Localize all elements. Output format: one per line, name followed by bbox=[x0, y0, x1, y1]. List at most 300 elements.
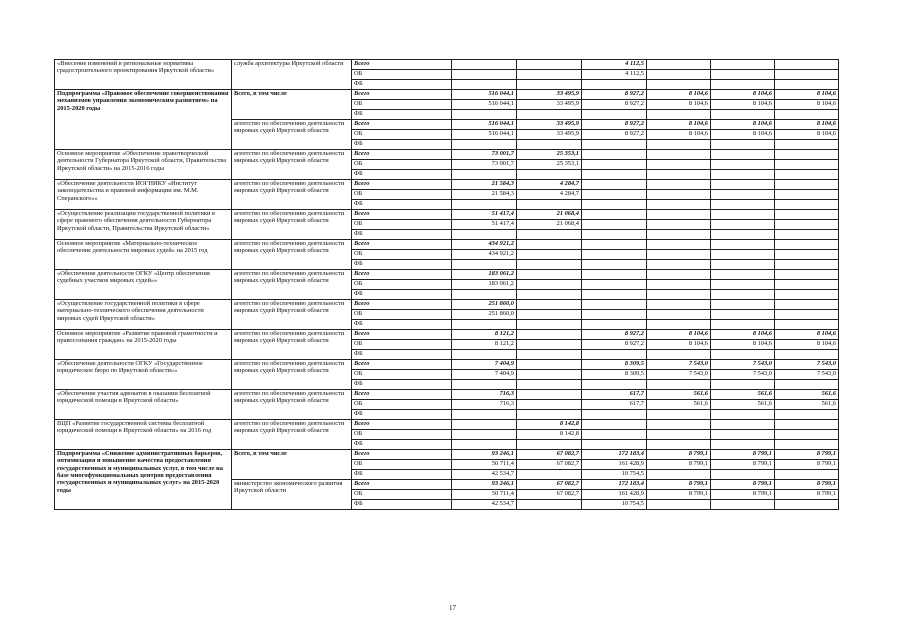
amount-cell bbox=[711, 430, 775, 440]
amount-cell bbox=[775, 380, 839, 390]
amount-cell bbox=[775, 300, 839, 310]
amount-cell bbox=[711, 380, 775, 390]
amount-cell: 8 104,6 bbox=[775, 130, 839, 140]
amount-cell: 51 417,4 bbox=[452, 220, 517, 230]
amount-cell: 7 404,9 bbox=[452, 360, 517, 370]
amount-cell bbox=[647, 70, 711, 80]
amount-cell bbox=[775, 240, 839, 250]
amount-cell: 8 142,8 bbox=[517, 430, 582, 440]
amount-cell bbox=[775, 80, 839, 90]
amount-cell: 25 353,1 bbox=[517, 150, 582, 160]
amount-cell bbox=[582, 110, 647, 120]
amount-cell: 183 061,2 bbox=[452, 280, 517, 290]
amount-cell bbox=[775, 60, 839, 70]
funding-source-cell: ОБ bbox=[352, 190, 452, 200]
amount-cell bbox=[517, 320, 582, 330]
amount-cell: 4 284,7 bbox=[517, 190, 582, 200]
amount-cell bbox=[517, 280, 582, 290]
amount-cell bbox=[647, 250, 711, 260]
funding-source-cell: Всего bbox=[352, 270, 452, 280]
amount-cell bbox=[517, 440, 582, 450]
funding-source-cell: Всего bbox=[352, 480, 452, 490]
amount-cell: 8 142,8 bbox=[517, 420, 582, 430]
amount-cell bbox=[775, 310, 839, 320]
table-row bbox=[55, 390, 839, 400]
amount-cell: 8 121,2 bbox=[452, 340, 517, 350]
amount-cell bbox=[711, 440, 775, 450]
amount-cell: 51 417,4 bbox=[452, 210, 517, 220]
amount-cell: 8 104,6 bbox=[711, 100, 775, 110]
funding-source-cell: ФБ bbox=[352, 470, 452, 480]
amount-cell bbox=[452, 230, 517, 240]
amount-cell: 561,6 bbox=[711, 400, 775, 410]
funding-source-cell: ОБ bbox=[352, 70, 452, 80]
amount-cell bbox=[582, 350, 647, 360]
table-row bbox=[55, 90, 839, 100]
amount-cell bbox=[711, 310, 775, 320]
funding-source-cell: ФБ bbox=[352, 200, 452, 210]
amount-cell: 7 404,9 bbox=[452, 370, 517, 380]
amount-cell bbox=[647, 150, 711, 160]
amount-cell: 8 927,2 bbox=[582, 340, 647, 350]
amount-cell bbox=[582, 290, 647, 300]
amount-cell bbox=[582, 190, 647, 200]
amount-cell bbox=[517, 470, 582, 480]
amount-cell bbox=[517, 380, 582, 390]
executor-cell: агентство по обеспечению деятельности мировых судей Иркутской области bbox=[232, 150, 352, 180]
amount-cell bbox=[775, 160, 839, 170]
amount-cell: 716,3 bbox=[452, 400, 517, 410]
table-row bbox=[55, 330, 839, 340]
budget-table bbox=[54, 59, 839, 510]
amount-cell bbox=[711, 420, 775, 430]
amount-cell: 561,6 bbox=[647, 390, 711, 400]
amount-cell bbox=[775, 280, 839, 290]
amount-cell bbox=[647, 290, 711, 300]
funding-source-cell: ФБ bbox=[352, 260, 452, 270]
amount-cell bbox=[517, 410, 582, 420]
amount-cell bbox=[711, 410, 775, 420]
amount-cell bbox=[517, 240, 582, 250]
amount-cell bbox=[647, 60, 711, 70]
amount-cell bbox=[452, 320, 517, 330]
executor-cell: агентство по обеспечению деятельности мировых судей Иркутской области bbox=[232, 300, 352, 330]
amount-cell bbox=[582, 420, 647, 430]
amount-cell: 4 284,7 bbox=[517, 180, 582, 190]
amount-cell bbox=[711, 110, 775, 120]
amount-cell bbox=[647, 140, 711, 150]
amount-cell: 8 799,1 bbox=[711, 490, 775, 500]
amount-cell: 617,7 bbox=[582, 400, 647, 410]
amount-cell: 8 104,6 bbox=[647, 340, 711, 350]
amount-cell bbox=[582, 160, 647, 170]
amount-cell bbox=[582, 260, 647, 270]
amount-cell bbox=[452, 440, 517, 450]
funding-source-cell: ФБ bbox=[352, 140, 452, 150]
amount-cell bbox=[775, 290, 839, 300]
amount-cell bbox=[711, 320, 775, 330]
amount-cell bbox=[517, 200, 582, 210]
executor-cell: агентство по обеспечению деятельности мировых судей Иркутской области bbox=[232, 330, 352, 360]
amount-cell bbox=[517, 300, 582, 310]
amount-cell: 33 495,9 bbox=[517, 100, 582, 110]
funding-source-cell: ОБ bbox=[352, 490, 452, 500]
amount-cell bbox=[775, 430, 839, 440]
amount-cell: 7 543,0 bbox=[775, 370, 839, 380]
amount-cell bbox=[647, 270, 711, 280]
amount-cell bbox=[452, 410, 517, 420]
amount-cell bbox=[517, 230, 582, 240]
amount-cell: 25 353,1 bbox=[517, 160, 582, 170]
table-row bbox=[55, 270, 839, 280]
table-row bbox=[55, 300, 839, 310]
funding-source-cell: ОБ bbox=[352, 160, 452, 170]
amount-cell bbox=[711, 280, 775, 290]
amount-cell bbox=[647, 350, 711, 360]
amount-cell: 516 044,1 bbox=[452, 130, 517, 140]
amount-cell bbox=[775, 260, 839, 270]
funding-source-cell: ФБ bbox=[352, 170, 452, 180]
amount-cell bbox=[647, 230, 711, 240]
amount-cell: 8 799,1 bbox=[647, 490, 711, 500]
amount-cell bbox=[647, 180, 711, 190]
amount-cell bbox=[647, 200, 711, 210]
amount-cell: 8 104,6 bbox=[775, 120, 839, 130]
amount-cell bbox=[452, 380, 517, 390]
amount-cell bbox=[775, 70, 839, 80]
amount-cell bbox=[517, 140, 582, 150]
funding-source-cell: ФБ bbox=[352, 80, 452, 90]
measure-name-cell: Основное мероприятие «Материально-техническое обеспечение деятельности мировых судей» на 2015 год bbox=[55, 240, 232, 270]
table-row bbox=[55, 450, 839, 460]
amount-cell bbox=[517, 340, 582, 350]
table-body bbox=[55, 60, 839, 510]
funding-source-cell: ОБ bbox=[352, 280, 452, 290]
amount-cell bbox=[775, 200, 839, 210]
funding-source-cell: Всего bbox=[352, 150, 452, 160]
amount-cell: 8 104,6 bbox=[711, 90, 775, 100]
amount-cell bbox=[711, 180, 775, 190]
measure-name-cell: Основное мероприятие «Развитие правовой грамотности и правосознания граждан» на 2015-2020 годы bbox=[55, 330, 232, 360]
amount-cell bbox=[647, 220, 711, 230]
table-row bbox=[55, 360, 839, 370]
amount-cell bbox=[452, 60, 517, 70]
measure-name-cell: Основное мероприятие «Обеспечение правотворческой деятельности Губернатора Иркутской области, Правительства Иркутской области» на 2015-2016 годы bbox=[55, 150, 232, 180]
amount-cell: 33 495,9 bbox=[517, 130, 582, 140]
amount-cell bbox=[582, 270, 647, 280]
amount-cell bbox=[775, 500, 839, 510]
funding-source-cell: ОБ bbox=[352, 130, 452, 140]
table-row bbox=[55, 150, 839, 160]
table-row bbox=[55, 420, 839, 430]
amount-cell: 67 082,7 bbox=[517, 450, 582, 460]
amount-cell bbox=[517, 110, 582, 120]
amount-cell: 50 711,4 bbox=[452, 460, 517, 470]
amount-cell: 10 754,5 bbox=[582, 470, 647, 480]
funding-source-cell: Всего bbox=[352, 180, 452, 190]
amount-cell: 42 534,7 bbox=[452, 470, 517, 480]
amount-cell: 251 860,0 bbox=[452, 300, 517, 310]
amount-cell bbox=[775, 440, 839, 450]
amount-cell: 73 001,7 bbox=[452, 150, 517, 160]
amount-cell: 8 309,5 bbox=[582, 360, 647, 370]
amount-cell: 8 799,1 bbox=[775, 480, 839, 490]
amount-cell bbox=[647, 310, 711, 320]
amount-cell: 172 183,4 bbox=[582, 450, 647, 460]
funding-source-cell: Всего bbox=[352, 120, 452, 130]
amount-cell bbox=[711, 240, 775, 250]
amount-cell bbox=[517, 270, 582, 280]
amount-cell bbox=[647, 80, 711, 90]
amount-cell: 93 246,1 bbox=[452, 480, 517, 490]
amount-cell bbox=[452, 110, 517, 120]
amount-cell bbox=[647, 190, 711, 200]
amount-cell bbox=[582, 410, 647, 420]
amount-cell bbox=[711, 140, 775, 150]
amount-cell bbox=[775, 170, 839, 180]
amount-cell: 8 104,6 bbox=[775, 330, 839, 340]
amount-cell bbox=[517, 70, 582, 80]
amount-cell: 8 309,5 bbox=[582, 370, 647, 380]
amount-cell: 67 082,7 bbox=[517, 490, 582, 500]
amount-cell bbox=[711, 230, 775, 240]
measure-name-cell: Подпрограмма «Снижение административных барьеров, оптимизация и повышение качества предоставления государственных и муниципальных услуг, в том числе на базе многофункциональных центров предоставления государственных и муниципальных услуг» на 2015-2020 годы bbox=[55, 450, 232, 510]
amount-cell: 617,7 bbox=[582, 390, 647, 400]
amount-cell bbox=[647, 110, 711, 120]
amount-cell bbox=[775, 350, 839, 360]
amount-cell bbox=[711, 150, 775, 160]
amount-cell: 8 104,6 bbox=[775, 100, 839, 110]
amount-cell bbox=[775, 230, 839, 240]
amount-cell bbox=[647, 300, 711, 310]
amount-cell bbox=[517, 290, 582, 300]
amount-cell bbox=[711, 70, 775, 80]
amount-cell bbox=[647, 320, 711, 330]
amount-cell: 434 921,2 bbox=[452, 240, 517, 250]
amount-cell bbox=[775, 250, 839, 260]
amount-cell: 8 799,1 bbox=[647, 460, 711, 470]
table-row bbox=[55, 180, 839, 190]
amount-cell bbox=[517, 360, 582, 370]
measure-name-cell: «Обеспечение деятельности ИОГНИКУ «Институт законодательства и правовой информации им. М.М. Сперанского»» bbox=[55, 180, 232, 210]
amount-cell bbox=[582, 280, 647, 290]
amount-cell bbox=[711, 160, 775, 170]
executor-cell: агентство по обеспечению деятельности мировых судей Иркутской области bbox=[232, 240, 352, 270]
funding-source-cell: Всего bbox=[352, 420, 452, 430]
amount-cell: 8 799,1 bbox=[775, 490, 839, 500]
amount-cell bbox=[647, 170, 711, 180]
amount-cell: 33 495,9 bbox=[517, 120, 582, 130]
amount-cell bbox=[582, 80, 647, 90]
amount-cell: 8 104,6 bbox=[647, 130, 711, 140]
amount-cell: 172 183,4 bbox=[582, 480, 647, 490]
amount-cell: 21 068,4 bbox=[517, 220, 582, 230]
amount-cell: 8 799,1 bbox=[711, 480, 775, 490]
funding-source-cell: ФБ bbox=[352, 440, 452, 450]
amount-cell bbox=[452, 430, 517, 440]
amount-cell: 8 927,2 bbox=[582, 130, 647, 140]
funding-source-cell: ОБ bbox=[352, 400, 452, 410]
amount-cell: 8 104,6 bbox=[711, 330, 775, 340]
amount-cell bbox=[647, 260, 711, 270]
amount-cell: 7 543,0 bbox=[711, 360, 775, 370]
funding-source-cell: Всего bbox=[352, 330, 452, 340]
amount-cell: 516 044,1 bbox=[452, 120, 517, 130]
amount-cell bbox=[582, 150, 647, 160]
amount-cell bbox=[775, 210, 839, 220]
amount-cell: 21 584,3 bbox=[452, 180, 517, 190]
amount-cell: 183 061,2 bbox=[452, 270, 517, 280]
executor-cell: агентство по обеспечению деятельности мировых судей Иркутской области bbox=[232, 390, 352, 420]
amount-cell bbox=[452, 260, 517, 270]
amount-cell bbox=[647, 440, 711, 450]
amount-cell: 8 799,1 bbox=[775, 460, 839, 470]
amount-cell bbox=[517, 400, 582, 410]
amount-cell: 8 927,2 bbox=[582, 100, 647, 110]
amount-cell: 161 428,9 bbox=[582, 460, 647, 470]
amount-cell: 7 543,0 bbox=[775, 360, 839, 370]
funding-source-cell: Всего bbox=[352, 90, 452, 100]
amount-cell: 8 927,2 bbox=[582, 90, 647, 100]
amount-cell: 8 104,6 bbox=[647, 100, 711, 110]
amount-cell: 8 799,1 bbox=[775, 450, 839, 460]
amount-cell: 4 112,5 bbox=[582, 60, 647, 70]
amount-cell: 21 068,4 bbox=[517, 210, 582, 220]
amount-cell bbox=[582, 170, 647, 180]
amount-cell bbox=[517, 350, 582, 360]
amount-cell: 561,6 bbox=[775, 390, 839, 400]
amount-cell: 561,6 bbox=[775, 400, 839, 410]
amount-cell: 434 921,2 bbox=[452, 250, 517, 260]
executor-cell: агентство по обеспечению деятельности мировых судей Иркутской области bbox=[232, 360, 352, 390]
executor-cell: агентство по обеспечению деятельности мировых судей Иркутской области bbox=[232, 180, 352, 210]
amount-cell bbox=[647, 380, 711, 390]
amount-cell bbox=[647, 240, 711, 250]
amount-cell: 21 584,3 bbox=[452, 190, 517, 200]
measure-name-cell: Подпрограмма «Правовое обеспечение совершенствования механизмов управления экономическим развитием» на 2015-2020 годы bbox=[55, 90, 232, 150]
amount-cell bbox=[711, 350, 775, 360]
amount-cell bbox=[517, 170, 582, 180]
amount-cell bbox=[775, 150, 839, 160]
amount-cell bbox=[711, 300, 775, 310]
amount-cell: 8 121,2 bbox=[452, 330, 517, 340]
amount-cell bbox=[517, 80, 582, 90]
funding-source-cell: ОБ bbox=[352, 460, 452, 470]
amount-cell bbox=[582, 440, 647, 450]
amount-cell bbox=[775, 220, 839, 230]
amount-cell: 10 754,5 bbox=[582, 500, 647, 510]
funding-source-cell: Всего bbox=[352, 300, 452, 310]
executor-cell: агентство по обеспечению деятельности мировых судей Иркутской области bbox=[232, 210, 352, 240]
amount-cell bbox=[582, 180, 647, 190]
amount-cell bbox=[775, 140, 839, 150]
amount-cell: 8 104,6 bbox=[647, 120, 711, 130]
measure-name-cell: «Обеспечение деятельности ОГКУ «Центр обеспечения судебных участков мировых судей»» bbox=[55, 270, 232, 300]
amount-cell bbox=[517, 390, 582, 400]
amount-cell: 73 001,7 bbox=[452, 160, 517, 170]
amount-cell bbox=[517, 250, 582, 260]
amount-cell: 8 927,2 bbox=[582, 330, 647, 340]
amount-cell bbox=[582, 300, 647, 310]
amount-cell: 8 799,1 bbox=[711, 460, 775, 470]
amount-cell bbox=[775, 270, 839, 280]
amount-cell bbox=[582, 380, 647, 390]
executor-cell: агентство по обеспечению деятельности мировых судей Иркутской области bbox=[232, 120, 352, 150]
amount-cell bbox=[647, 160, 711, 170]
amount-cell bbox=[517, 310, 582, 320]
amount-cell: 42 534,7 bbox=[452, 500, 517, 510]
amount-cell bbox=[775, 420, 839, 430]
amount-cell: 8 104,6 bbox=[775, 340, 839, 350]
amount-cell: 516 044,1 bbox=[452, 100, 517, 110]
amount-cell bbox=[582, 200, 647, 210]
executor-cell: служба архитектуры Иркутской области bbox=[232, 60, 352, 90]
measure-name-cell: «Обеспечение участия адвокатов в оказании бесплатной юридической помощи в Иркутской области» bbox=[55, 390, 232, 420]
amount-cell bbox=[517, 60, 582, 70]
funding-source-cell: ОБ bbox=[352, 100, 452, 110]
amount-cell bbox=[452, 200, 517, 210]
amount-cell bbox=[647, 280, 711, 290]
amount-cell: 33 495,9 bbox=[517, 90, 582, 100]
amount-cell bbox=[582, 230, 647, 240]
funding-source-cell: ОБ bbox=[352, 250, 452, 260]
amount-cell bbox=[711, 170, 775, 180]
amount-cell bbox=[517, 500, 582, 510]
amount-cell bbox=[775, 180, 839, 190]
amount-cell bbox=[452, 140, 517, 150]
amount-cell bbox=[582, 320, 647, 330]
funding-source-cell: ФБ bbox=[352, 500, 452, 510]
funding-source-cell: Всего bbox=[352, 360, 452, 370]
measure-name-cell: «Внесение изменений в региональные нормативы градостроительного проектирования Иркутской области» bbox=[55, 60, 232, 90]
amount-cell: 8 927,2 bbox=[582, 120, 647, 130]
amount-cell bbox=[582, 240, 647, 250]
executor-cell: агентство по обеспечению деятельности мировых судей Иркутской области bbox=[232, 270, 352, 300]
amount-cell: 93 246,1 bbox=[452, 450, 517, 460]
amount-cell: 8 799,1 bbox=[647, 480, 711, 490]
amount-cell bbox=[582, 310, 647, 320]
amount-cell bbox=[775, 190, 839, 200]
amount-cell bbox=[452, 70, 517, 80]
amount-cell bbox=[711, 210, 775, 220]
amount-cell bbox=[452, 290, 517, 300]
amount-cell bbox=[517, 260, 582, 270]
amount-cell bbox=[711, 250, 775, 260]
amount-cell: 8 104,6 bbox=[647, 330, 711, 340]
amount-cell bbox=[711, 470, 775, 480]
amount-cell bbox=[582, 210, 647, 220]
amount-cell: 7 543,0 bbox=[711, 370, 775, 380]
amount-cell bbox=[647, 470, 711, 480]
amount-cell bbox=[711, 80, 775, 90]
amount-cell: 561,6 bbox=[647, 400, 711, 410]
amount-cell: 8 104,6 bbox=[711, 340, 775, 350]
amount-cell bbox=[775, 320, 839, 330]
measure-name-cell: ВЦП «Развитие государственной системы бесплатной юридической помощи в Иркутской области» на 2016 год bbox=[55, 420, 232, 450]
executor-cell: агентство по обеспечению деятельности мировых судей Иркутской области bbox=[232, 420, 352, 450]
amount-cell bbox=[647, 410, 711, 420]
table-row bbox=[55, 240, 839, 250]
funding-source-cell: ОБ bbox=[352, 310, 452, 320]
amount-cell: 8 104,6 bbox=[647, 90, 711, 100]
amount-cell: 251 860,0 bbox=[452, 310, 517, 320]
amount-cell bbox=[711, 190, 775, 200]
amount-cell bbox=[647, 420, 711, 430]
funding-source-cell: Всего bbox=[352, 210, 452, 220]
funding-source-cell: ФБ bbox=[352, 410, 452, 420]
amount-cell: 716,3 bbox=[452, 390, 517, 400]
amount-cell bbox=[582, 220, 647, 230]
